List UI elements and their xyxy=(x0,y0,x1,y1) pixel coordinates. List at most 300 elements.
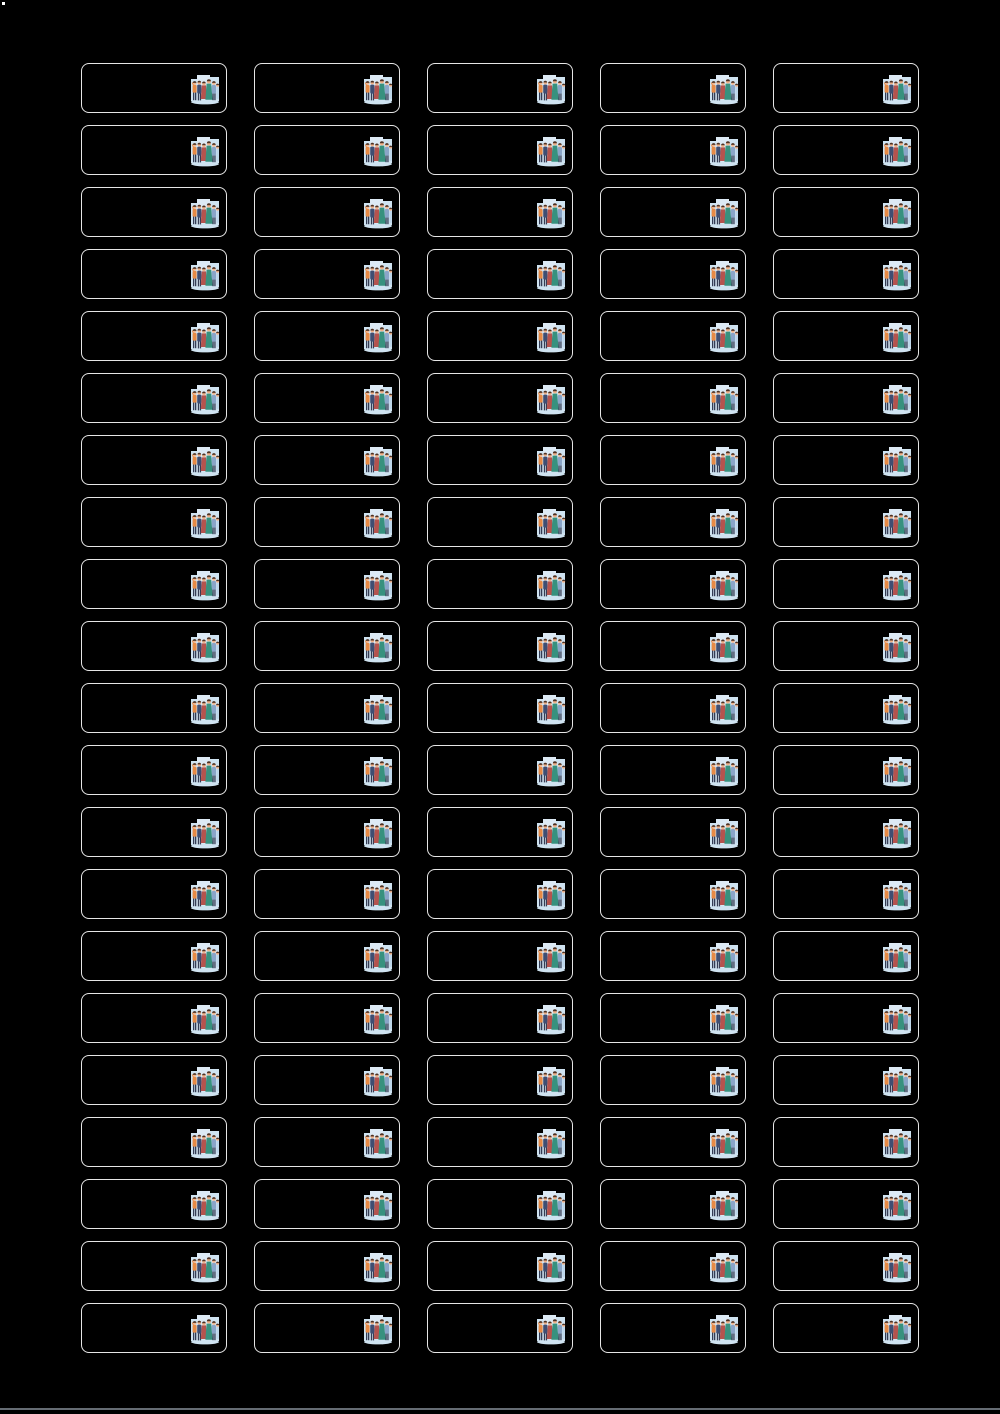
icon-figures xyxy=(538,327,565,348)
label-cell[interactable] xyxy=(773,683,919,733)
icon-figures xyxy=(538,947,565,968)
label-cell[interactable] xyxy=(254,1179,400,1229)
icon-figures xyxy=(711,885,738,906)
people-group-icon-svg xyxy=(363,507,393,539)
icon-figures xyxy=(192,761,219,782)
people-group-icon-svg xyxy=(363,693,393,725)
label-cell[interactable] xyxy=(427,1179,573,1229)
icon-figures xyxy=(711,513,738,534)
icon-figures xyxy=(365,575,392,596)
people-group-icon-svg xyxy=(190,693,220,725)
label-cell[interactable] xyxy=(81,745,227,795)
people-group-icon xyxy=(190,445,220,477)
label-cell[interactable] xyxy=(427,745,573,795)
people-group-icon-svg xyxy=(190,569,220,601)
people-group-icon-svg xyxy=(363,1003,393,1035)
label-cell[interactable] xyxy=(427,1117,573,1167)
label-cell[interactable] xyxy=(427,63,573,113)
icon-figures xyxy=(711,327,738,348)
label-cell[interactable] xyxy=(427,311,573,361)
icon-figures xyxy=(711,389,738,410)
people-group-icon-svg xyxy=(882,507,912,539)
people-group-icon xyxy=(363,879,393,911)
people-group-icon xyxy=(190,321,220,353)
icon-figures xyxy=(192,265,219,286)
icon-figures xyxy=(711,637,738,658)
label-cell[interactable] xyxy=(600,869,746,919)
people-group-icon-svg xyxy=(536,321,566,353)
label-cell[interactable] xyxy=(254,311,400,361)
label-cell[interactable] xyxy=(81,497,227,547)
people-group-icon-svg xyxy=(882,817,912,849)
label-cell[interactable] xyxy=(81,311,227,361)
people-group-icon xyxy=(190,1189,220,1221)
icon-figures xyxy=(884,327,911,348)
label-cell[interactable] xyxy=(600,993,746,1043)
icon-figures xyxy=(884,761,911,782)
icon-figures xyxy=(538,389,565,410)
label-cell[interactable] xyxy=(81,931,227,981)
label-cell[interactable] xyxy=(427,125,573,175)
label-cell[interactable] xyxy=(600,621,746,671)
label-cell[interactable] xyxy=(427,683,573,733)
people-group-icon-svg xyxy=(536,879,566,911)
people-group-icon xyxy=(882,817,912,849)
icon-figures xyxy=(538,1319,565,1340)
people-group-icon xyxy=(536,383,566,415)
icon-figures xyxy=(711,1071,738,1092)
label-cell[interactable] xyxy=(600,125,746,175)
label-cell[interactable] xyxy=(254,869,400,919)
page-bottom-divider xyxy=(0,1408,1000,1410)
icon-figures xyxy=(365,1133,392,1154)
people-group-icon-svg xyxy=(536,1189,566,1221)
people-group-icon xyxy=(363,1003,393,1035)
people-group-icon-svg xyxy=(536,135,566,167)
label-cell[interactable] xyxy=(427,869,573,919)
label-cell[interactable] xyxy=(600,497,746,547)
people-group-icon-svg xyxy=(709,817,739,849)
people-group-icon xyxy=(190,197,220,229)
label-cell[interactable] xyxy=(81,683,227,733)
people-group-icon-svg xyxy=(882,259,912,291)
people-group-icon xyxy=(536,445,566,477)
people-group-icon xyxy=(190,1251,220,1283)
people-group-icon xyxy=(882,1127,912,1159)
people-group-icon-svg xyxy=(709,135,739,167)
icon-figures xyxy=(192,451,219,472)
people-group-icon xyxy=(709,1065,739,1097)
label-cell[interactable] xyxy=(773,745,919,795)
people-group-icon xyxy=(190,135,220,167)
icon-figures xyxy=(538,1009,565,1030)
people-group-icon xyxy=(882,569,912,601)
people-group-icon xyxy=(536,879,566,911)
icon-figures xyxy=(711,575,738,596)
people-group-icon xyxy=(709,321,739,353)
people-group-icon-svg xyxy=(363,135,393,167)
icon-figures xyxy=(884,389,911,410)
people-group-icon xyxy=(536,507,566,539)
people-group-icon-svg xyxy=(190,879,220,911)
people-group-icon-svg xyxy=(536,941,566,973)
label-cell[interactable] xyxy=(254,1241,400,1291)
people-group-icon-svg xyxy=(190,1189,220,1221)
label-cell[interactable] xyxy=(254,993,400,1043)
label-cell[interactable] xyxy=(600,435,746,485)
people-group-icon-svg xyxy=(709,1065,739,1097)
label-cell[interactable] xyxy=(600,1117,746,1167)
people-group-icon-svg xyxy=(363,631,393,663)
people-group-icon-svg xyxy=(709,1189,739,1221)
icon-figures xyxy=(538,1257,565,1278)
people-group-icon-svg xyxy=(190,1251,220,1283)
people-group-icon xyxy=(536,631,566,663)
icon-figures xyxy=(884,575,911,596)
people-group-icon-svg xyxy=(190,941,220,973)
label-cell[interactable] xyxy=(427,497,573,547)
label-cell[interactable] xyxy=(81,63,227,113)
people-group-icon xyxy=(882,879,912,911)
people-group-icon xyxy=(536,817,566,849)
people-group-icon-svg xyxy=(363,1065,393,1097)
people-group-icon-svg xyxy=(882,569,912,601)
label-cell[interactable] xyxy=(773,497,919,547)
people-group-icon-svg xyxy=(882,135,912,167)
people-group-icon-svg xyxy=(363,383,393,415)
icon-figures xyxy=(884,1195,911,1216)
people-group-icon-svg xyxy=(709,259,739,291)
icon-figures xyxy=(884,637,911,658)
label-cell[interactable] xyxy=(773,869,919,919)
label-cell[interactable] xyxy=(427,993,573,1043)
icon-figures xyxy=(538,1133,565,1154)
icon-figures xyxy=(365,451,392,472)
label-cell[interactable] xyxy=(773,1055,919,1105)
label-cell[interactable] xyxy=(600,683,746,733)
icon-figures xyxy=(538,575,565,596)
label-cell[interactable] xyxy=(81,373,227,423)
people-group-icon-svg xyxy=(709,73,739,105)
icon-figures xyxy=(884,265,911,286)
icon-figures xyxy=(365,1195,392,1216)
people-group-icon xyxy=(709,755,739,787)
people-group-icon-svg xyxy=(363,321,393,353)
label-cell[interactable] xyxy=(773,931,919,981)
icon-figures xyxy=(711,1133,738,1154)
people-group-icon xyxy=(190,259,220,291)
people-group-icon xyxy=(709,1313,739,1345)
label-cell[interactable] xyxy=(427,807,573,857)
label-cell[interactable] xyxy=(427,249,573,299)
label-cell[interactable] xyxy=(81,1241,227,1291)
people-group-icon xyxy=(882,73,912,105)
label-cell[interactable] xyxy=(773,435,919,485)
label-cell[interactable] xyxy=(773,621,919,671)
label-cell[interactable] xyxy=(600,1055,746,1105)
label-cell[interactable] xyxy=(773,1117,919,1167)
label-cell[interactable] xyxy=(600,1241,746,1291)
label-cell[interactable] xyxy=(600,807,746,857)
people-group-icon-svg xyxy=(363,879,393,911)
people-group-icon xyxy=(363,259,393,291)
people-group-icon-svg xyxy=(190,817,220,849)
people-group-icon xyxy=(536,1127,566,1159)
label-cell[interactable] xyxy=(773,249,919,299)
label-cell[interactable] xyxy=(254,1055,400,1105)
label-cell[interactable] xyxy=(81,1055,227,1105)
people-group-icon xyxy=(363,569,393,601)
people-group-icon xyxy=(536,1003,566,1035)
label-cell[interactable] xyxy=(427,931,573,981)
icon-figures xyxy=(538,761,565,782)
people-group-icon xyxy=(882,1003,912,1035)
label-cell[interactable] xyxy=(254,559,400,609)
people-group-icon xyxy=(190,507,220,539)
label-cell[interactable] xyxy=(254,745,400,795)
people-group-icon xyxy=(882,1065,912,1097)
people-group-icon xyxy=(536,1189,566,1221)
label-cell[interactable] xyxy=(600,745,746,795)
people-group-icon-svg xyxy=(536,631,566,663)
people-group-icon xyxy=(709,1189,739,1221)
icon-figures xyxy=(884,1133,911,1154)
people-group-icon-svg xyxy=(709,879,739,911)
label-cell[interactable] xyxy=(254,683,400,733)
label-cell[interactable] xyxy=(427,1241,573,1291)
icon-figures xyxy=(711,451,738,472)
icon-figures xyxy=(884,513,911,534)
label-cell[interactable] xyxy=(600,559,746,609)
label-cell[interactable] xyxy=(773,311,919,361)
label-cell[interactable] xyxy=(254,373,400,423)
people-group-icon xyxy=(190,693,220,725)
label-cell[interactable] xyxy=(600,931,746,981)
people-group-icon xyxy=(709,631,739,663)
label-cell[interactable] xyxy=(600,249,746,299)
label-cell[interactable] xyxy=(600,1303,746,1353)
people-group-icon xyxy=(536,1065,566,1097)
people-group-icon-svg xyxy=(882,383,912,415)
people-group-icon xyxy=(536,941,566,973)
people-group-icon-svg xyxy=(190,507,220,539)
label-cell[interactable] xyxy=(254,435,400,485)
icon-figures xyxy=(192,513,219,534)
icon-figures xyxy=(365,885,392,906)
label-cell[interactable] xyxy=(427,435,573,485)
label-cell[interactable] xyxy=(81,807,227,857)
corner-speck xyxy=(2,2,5,5)
icon-figures xyxy=(711,761,738,782)
icon-figures xyxy=(192,823,219,844)
label-cell[interactable] xyxy=(600,1179,746,1229)
people-group-icon xyxy=(709,73,739,105)
people-group-icon-svg xyxy=(536,1003,566,1035)
label-cell[interactable] xyxy=(81,869,227,919)
people-group-icon-svg xyxy=(882,1065,912,1097)
label-cell[interactable] xyxy=(427,1303,573,1353)
label-cell[interactable] xyxy=(773,187,919,237)
people-group-icon-svg xyxy=(709,1251,739,1283)
icon-figures xyxy=(711,823,738,844)
icon-figures xyxy=(884,141,911,162)
label-cell[interactable] xyxy=(427,373,573,423)
people-group-icon-svg xyxy=(536,197,566,229)
label-cell[interactable] xyxy=(600,373,746,423)
icon-figures xyxy=(538,1195,565,1216)
people-group-icon-svg xyxy=(709,445,739,477)
people-group-icon-svg xyxy=(536,259,566,291)
people-group-icon-svg xyxy=(190,259,220,291)
icon-figures xyxy=(192,1009,219,1030)
people-group-icon-svg xyxy=(882,941,912,973)
label-cell[interactable] xyxy=(254,497,400,547)
people-group-icon xyxy=(882,321,912,353)
people-group-icon-svg xyxy=(190,1065,220,1097)
icon-figures xyxy=(192,327,219,348)
label-cell[interactable] xyxy=(773,993,919,1043)
people-group-icon-svg xyxy=(882,1003,912,1035)
people-group-icon xyxy=(882,1313,912,1345)
label-cell[interactable] xyxy=(254,1303,400,1353)
icon-figures xyxy=(365,389,392,410)
icon-figures xyxy=(192,79,219,100)
label-cell[interactable] xyxy=(773,807,919,857)
label-cell[interactable] xyxy=(81,1117,227,1167)
label-cell[interactable] xyxy=(773,1241,919,1291)
people-group-icon xyxy=(363,1189,393,1221)
people-group-icon-svg xyxy=(709,1003,739,1035)
label-cell[interactable] xyxy=(254,931,400,981)
label-cell[interactable] xyxy=(81,249,227,299)
icon-figures xyxy=(365,637,392,658)
label-cell[interactable] xyxy=(773,125,919,175)
people-group-icon-svg xyxy=(190,1003,220,1035)
icon-figures xyxy=(538,885,565,906)
label-cell[interactable] xyxy=(81,435,227,485)
label-cell[interactable] xyxy=(81,993,227,1043)
icon-figures xyxy=(365,203,392,224)
people-group-icon xyxy=(190,1127,220,1159)
icon-figures xyxy=(192,389,219,410)
label-cell[interactable] xyxy=(427,1055,573,1105)
people-group-icon xyxy=(363,817,393,849)
icon-figures xyxy=(365,947,392,968)
people-group-icon xyxy=(363,445,393,477)
people-group-icon xyxy=(190,755,220,787)
icon-figures xyxy=(192,1133,219,1154)
people-group-icon xyxy=(709,817,739,849)
label-cell[interactable] xyxy=(427,187,573,237)
label-cell[interactable] xyxy=(81,187,227,237)
label-cell[interactable] xyxy=(81,1303,227,1353)
label-cell[interactable] xyxy=(81,1179,227,1229)
label-cell[interactable] xyxy=(81,559,227,609)
label-cell[interactable] xyxy=(81,125,227,175)
label-cell[interactable] xyxy=(600,63,746,113)
icon-figures xyxy=(365,513,392,534)
label-cell[interactable] xyxy=(773,1303,919,1353)
label-cell[interactable] xyxy=(427,559,573,609)
label-cell[interactable] xyxy=(254,1117,400,1167)
icon-figures xyxy=(884,823,911,844)
people-group-icon xyxy=(363,321,393,353)
people-group-icon-svg xyxy=(882,755,912,787)
label-cell[interactable] xyxy=(773,373,919,423)
icon-figures xyxy=(365,1071,392,1092)
people-group-icon-svg xyxy=(882,1313,912,1345)
people-group-icon-svg xyxy=(882,1127,912,1159)
icon-figures xyxy=(192,575,219,596)
label-cell[interactable] xyxy=(773,1179,919,1229)
label-cell[interactable] xyxy=(254,125,400,175)
people-group-icon xyxy=(709,1003,739,1035)
icon-figures xyxy=(884,947,911,968)
icon-figures xyxy=(538,79,565,100)
people-group-icon-svg xyxy=(709,693,739,725)
people-group-icon xyxy=(882,1189,912,1221)
people-group-icon-svg xyxy=(709,1127,739,1159)
label-cell[interactable] xyxy=(773,559,919,609)
label-cell[interactable] xyxy=(427,621,573,671)
people-group-icon-svg xyxy=(709,197,739,229)
people-group-icon-svg xyxy=(536,383,566,415)
people-group-icon xyxy=(882,631,912,663)
icon-figures xyxy=(365,327,392,348)
icon-figures xyxy=(538,265,565,286)
people-group-icon-svg xyxy=(709,321,739,353)
label-cell[interactable] xyxy=(81,621,227,671)
icon-figures xyxy=(884,1009,911,1030)
icon-figures xyxy=(538,699,565,720)
people-group-icon xyxy=(709,1127,739,1159)
label-cell[interactable] xyxy=(254,187,400,237)
label-cell[interactable] xyxy=(773,63,919,113)
label-cell[interactable] xyxy=(254,63,400,113)
people-group-icon xyxy=(190,1313,220,1345)
people-group-icon-svg xyxy=(363,569,393,601)
people-group-icon-svg xyxy=(536,73,566,105)
icon-figures xyxy=(365,79,392,100)
people-group-icon xyxy=(536,1313,566,1345)
people-group-icon xyxy=(709,507,739,539)
people-group-icon xyxy=(536,755,566,787)
label-cell[interactable] xyxy=(254,621,400,671)
people-group-icon-svg xyxy=(709,569,739,601)
people-group-icon-svg xyxy=(190,73,220,105)
people-group-icon-svg xyxy=(363,259,393,291)
people-group-icon-svg xyxy=(536,445,566,477)
label-cell[interactable] xyxy=(600,311,746,361)
people-group-icon xyxy=(363,941,393,973)
people-group-icon xyxy=(882,445,912,477)
icon-figures xyxy=(538,637,565,658)
icon-figures xyxy=(538,451,565,472)
label-cell[interactable] xyxy=(600,187,746,237)
people-group-icon xyxy=(363,755,393,787)
icon-figures xyxy=(711,1257,738,1278)
people-group-icon-svg xyxy=(363,817,393,849)
people-group-icon xyxy=(536,259,566,291)
icon-figures xyxy=(365,761,392,782)
people-group-icon xyxy=(190,941,220,973)
label-cell[interactable] xyxy=(254,249,400,299)
label-cell[interactable] xyxy=(254,807,400,857)
people-group-icon xyxy=(190,879,220,911)
icon-figures xyxy=(192,1257,219,1278)
icon-figures xyxy=(365,1257,392,1278)
people-group-icon-svg xyxy=(882,321,912,353)
